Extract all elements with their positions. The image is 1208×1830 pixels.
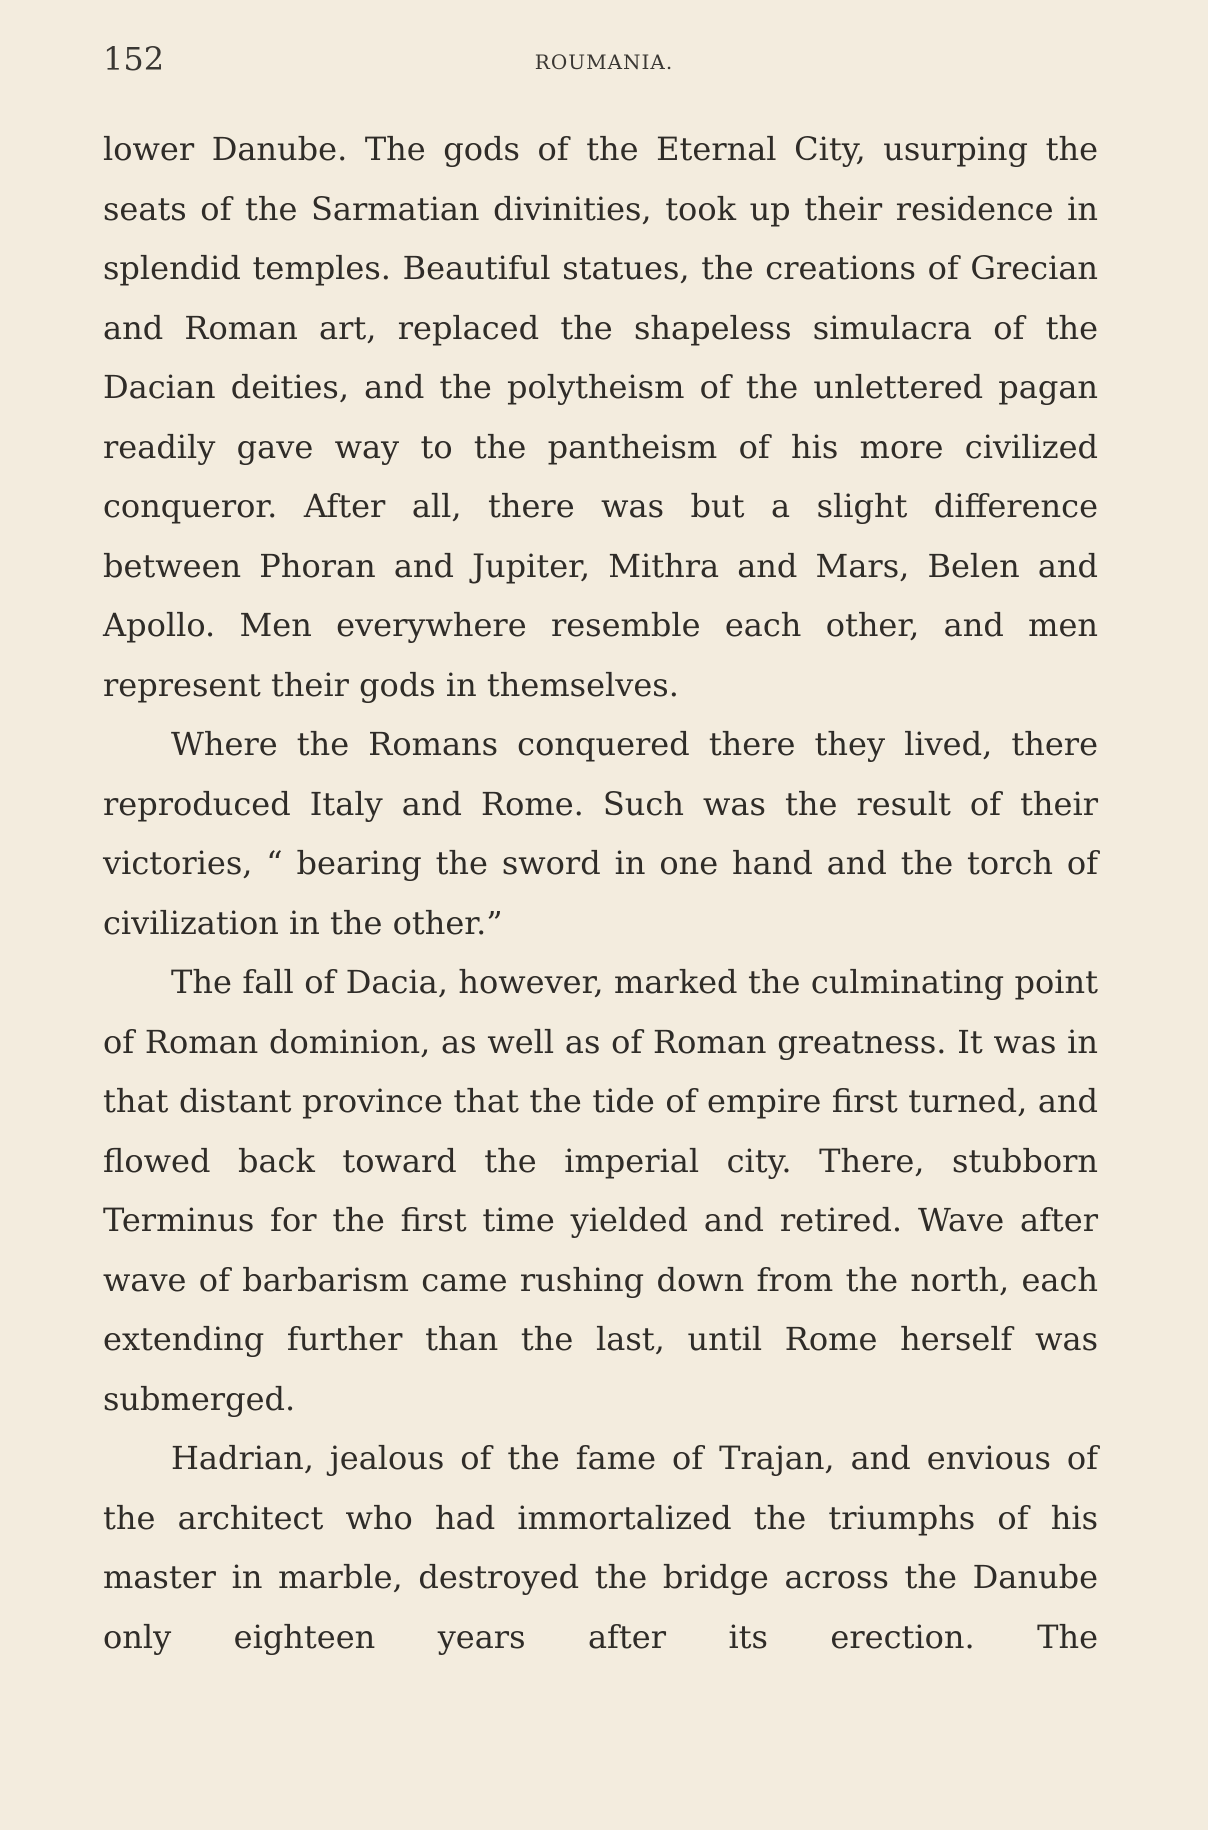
page-number: 152 <box>103 40 165 78</box>
running-head: ROUMANIA. <box>534 50 674 74</box>
paragraph: The fall of Dacia, however, marked the culminating point of Roman dominion, as well as of Roman greatness. It was in that distant province that the tide of empire first turned, and flowed back toward the imperial city. There, stubborn Terminus for the first time yielded and retired. Wave after wave of barbarism came rushing down from the north, each extending further than the last, until Rome herself was submerged. <box>103 963 1098 1418</box>
paragraph: lower Danube. The gods of the Eternal City, usurping the seats of the Sarmatian divinities, took up their residence in splendid temples. Beautiful statues, the creations of Grecian and Roman art, replaced the shapeless simulacra of the Dacian deities, and the polytheism of the unlettered pagan readily gave way to the pantheism of his more civilized conqueror. After all, there was but a slight difference between Phoran and Jupiter, Mithra and Mars, Belen and Apollo. Men everywhere resemble each other, and men represent their gods in themselves. <box>103 130 1098 704</box>
paragraph: Hadrian, jealous of the fame of Trajan, and envious of the architect who had immortalized the triumphs of his master in marble, destroyed the bridge across the Danube only eighteen years after its erection. The <box>103 1439 1098 1656</box>
body-text <box>103 120 1098 1667</box>
paragraph: Where the Romans conquered there they lived, there reproduced Italy and Rome. Such was the result of their victories, “ bearing the sword in one hand and the torch of civilization in the other.” <box>103 725 1098 942</box>
